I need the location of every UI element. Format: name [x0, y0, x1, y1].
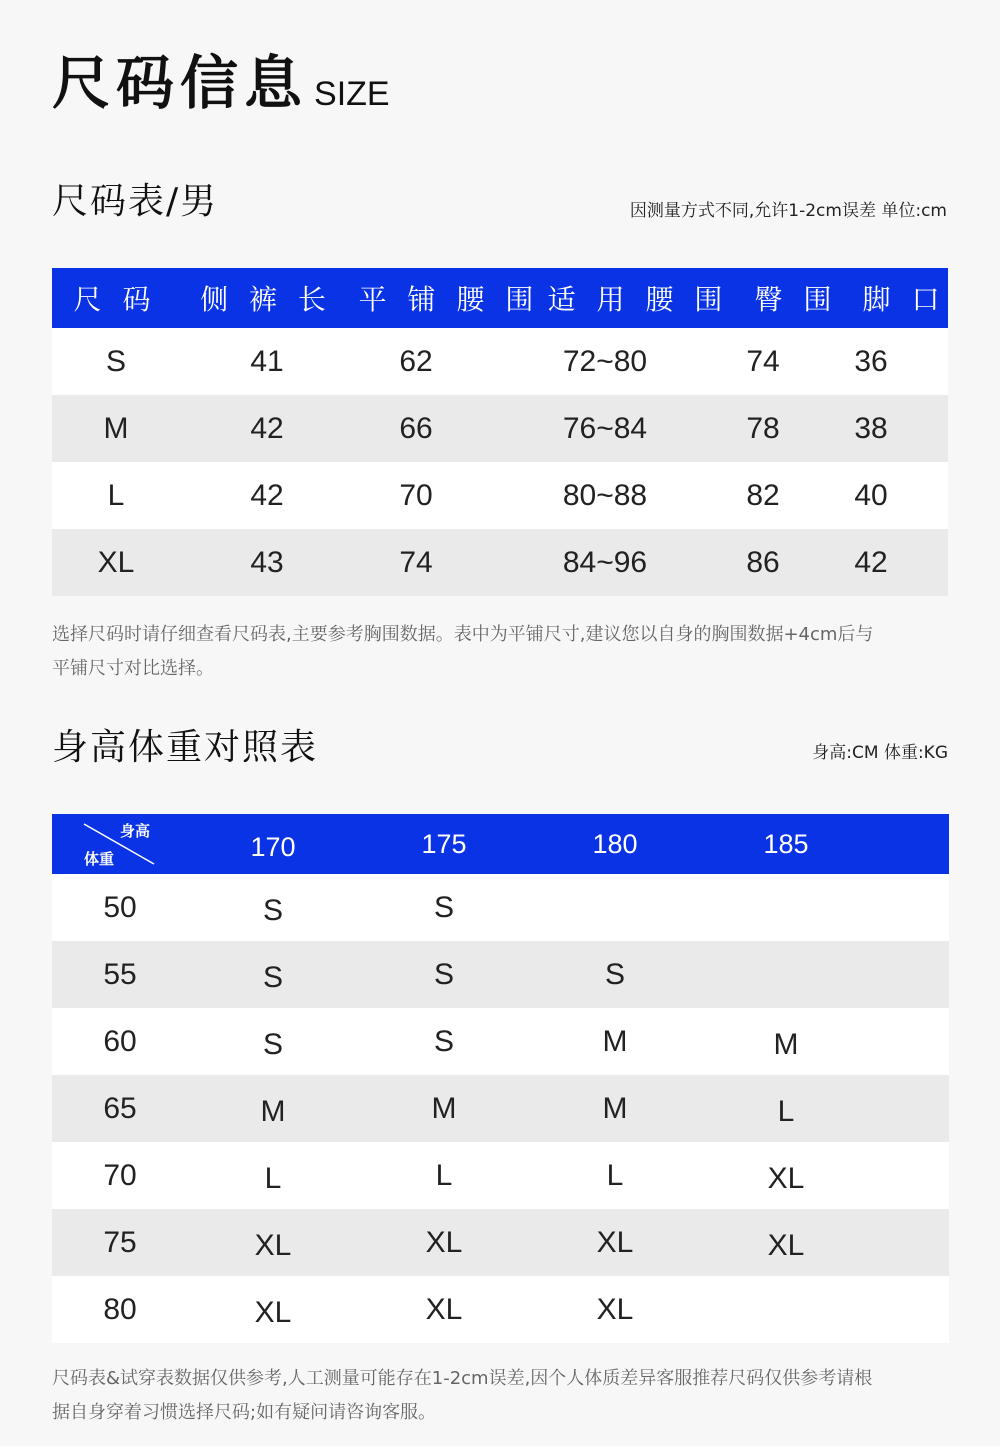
table-cell: 36	[854, 344, 888, 378]
hw-table-title: 身高体重对照表	[52, 727, 319, 768]
hw-footnote	[52, 1362, 962, 1430]
weight-cell: 50	[103, 890, 137, 924]
corner-cell	[52, 814, 188, 874]
size-cell: S	[433, 890, 454, 924]
table-cell: 62	[399, 344, 433, 378]
table-cell: 82	[746, 478, 780, 512]
table-cell: 78	[746, 411, 780, 445]
table-row	[52, 1276, 949, 1343]
height-header: 170	[250, 831, 296, 862]
size-cell: XL	[596, 1292, 634, 1326]
size-cell: XL	[254, 1228, 292, 1262]
col-header: 侧 裤 长	[200, 283, 332, 316]
size-cell: XL	[767, 1161, 805, 1195]
size-cell: L	[435, 1158, 453, 1192]
table-cell: XL	[97, 545, 135, 579]
size-cell: S	[604, 957, 625, 991]
page-title: 尺码信息	[52, 49, 309, 117]
table-row	[52, 395, 948, 462]
size-cell: S	[262, 893, 283, 927]
height-header: 185	[763, 828, 809, 859]
size-cell: S	[433, 957, 454, 991]
table-cell: 40	[854, 478, 888, 512]
weight-cell: 65	[103, 1091, 137, 1125]
table-cell: 76~84	[562, 411, 648, 445]
size-cell: M	[773, 1027, 799, 1061]
table-row	[52, 874, 949, 941]
size-cell: L	[777, 1094, 795, 1128]
size-cell	[700, 972, 872, 978]
table-row	[52, 1075, 949, 1142]
table-row	[52, 328, 948, 395]
table-cell: 86	[746, 545, 780, 579]
col-header: 平 铺 腰 围	[358, 283, 540, 316]
table-cell: 80~88	[562, 478, 648, 512]
size-cell: L	[606, 1158, 624, 1192]
size-footnote-line1: 选择尺码时请仔细查看尺码表,主要参考胸围数据。表中为平铺尺寸,建议您以自身的胸围数据+4cm后与	[52, 624, 874, 645]
table-cell: 72~80	[562, 344, 648, 378]
size-cell: XL	[767, 1228, 805, 1262]
size-table-header	[52, 268, 948, 328]
hw-table-header	[52, 814, 949, 874]
weight-cell: 70	[103, 1158, 137, 1192]
size-table-note: 因测量方式不同,允许1-2cm误差 单位:cm	[629, 201, 947, 221]
size-table-title: 尺码表/男	[52, 181, 219, 222]
hw-table	[52, 814, 949, 1343]
weight-cell: 55	[103, 957, 137, 991]
page-header	[52, 48, 390, 118]
weight-cell: 60	[103, 1024, 137, 1058]
hw-footnote-line1: 尺码表&试穿表数据仅供参考,人工测量可能存在1-2cm误差,因个人体质差异客服推荐尺码仅供参考请根	[52, 1368, 873, 1389]
table-row	[52, 529, 948, 596]
size-cell: S	[262, 960, 283, 994]
col-header: 尺 码	[73, 283, 157, 316]
table-cell: L	[107, 478, 125, 512]
table-cell: 43	[250, 545, 284, 579]
size-table	[52, 268, 948, 596]
table-row	[52, 941, 949, 1008]
size-cell: M	[431, 1091, 457, 1125]
table-row	[52, 462, 948, 529]
size-cell: XL	[254, 1295, 292, 1329]
table-cell: 66	[399, 411, 433, 445]
size-cell: S	[262, 1027, 283, 1061]
table-cell: 42	[250, 411, 284, 445]
table-cell: M	[103, 411, 129, 445]
table-cell: 74	[746, 344, 780, 378]
size-cell: XL	[425, 1225, 463, 1259]
table-cell: 84~96	[562, 545, 648, 579]
weight-cell: 80	[103, 1292, 137, 1326]
hw-footnote-line2: 据自身穿着习惯选择尺码;如有疑问请咨询客服。	[52, 1402, 437, 1423]
size-cell: M	[602, 1024, 628, 1058]
size-cell: XL	[425, 1292, 463, 1326]
table-cell: 42	[250, 478, 284, 512]
table-cell: S	[105, 344, 126, 378]
size-footnote-line2: 平铺尺寸对比选择。	[52, 658, 214, 679]
height-header: 175	[421, 828, 467, 859]
corner-weight-label: 体重	[84, 850, 115, 868]
table-row	[52, 1209, 949, 1276]
page-title-en: SIZE	[314, 75, 390, 113]
size-cell: M	[602, 1091, 628, 1125]
size-cell	[700, 905, 872, 911]
size-cell: M	[260, 1094, 286, 1128]
height-header: 180	[592, 828, 638, 859]
table-cell: 38	[854, 411, 888, 445]
weight-cell: 75	[103, 1225, 137, 1259]
col-header: 臀 围	[754, 283, 838, 316]
size-cell: S	[433, 1024, 454, 1058]
table-row	[52, 1142, 949, 1209]
hw-table-note: 身高:CM 体重:KG	[812, 743, 948, 763]
table-cell: 41	[250, 344, 284, 378]
size-footnote	[52, 618, 952, 686]
table-row	[52, 1008, 949, 1075]
table-cell: 74	[399, 545, 433, 579]
corner-height-label: 身高	[120, 822, 151, 840]
table-cell: 42	[854, 545, 888, 579]
col-header: 脚 口	[862, 283, 946, 316]
size-cell: XL	[596, 1225, 634, 1259]
col-header: 适 用 腰 围	[547, 283, 729, 316]
table-cell: 70	[399, 478, 433, 512]
size-cell: L	[264, 1161, 282, 1195]
size-cell	[700, 1307, 872, 1313]
